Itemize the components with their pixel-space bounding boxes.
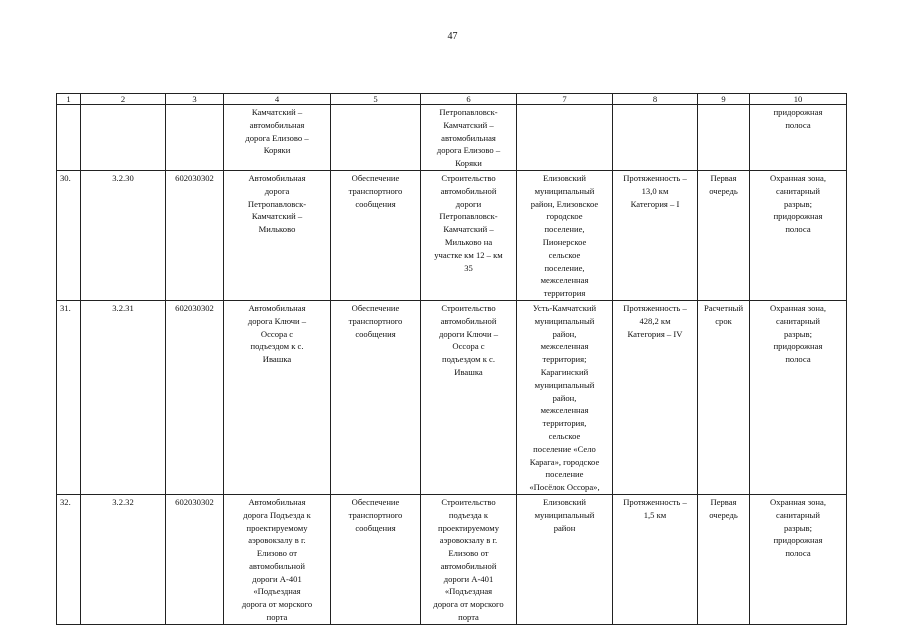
object-location: Елизовский муниципальный район, Елизовское городское поселение, Пионерское сельское поселение, межселенная территория — [517, 170, 613, 300]
column-header: 9 — [698, 94, 750, 105]
page-number: 47 — [447, 31, 458, 42]
object-name: Автомобильная дорога Ключи – Оссора с подъездом к с. Ивашка — [224, 300, 331, 494]
object-zone: Охранная зона, санитарный разрыв; придорожная полоса — [750, 300, 847, 494]
object-description: Петропавловск- Камчатский – автомобильная дорога Елизово – Коряки — [421, 105, 517, 171]
table-row — [57, 105, 847, 171]
column-header: 6 — [421, 94, 517, 105]
object-zone: придорожная полоса — [750, 105, 847, 171]
row-number: 31. — [57, 300, 81, 494]
object-characteristics: Протяженность – 13,0 км Категория – I — [613, 170, 698, 300]
object-characteristics — [613, 105, 698, 171]
row-id: 602030302 — [166, 170, 224, 300]
object-purpose: Обеспечение транспортного сообщения — [331, 494, 421, 624]
row-id: 602030302 — [166, 300, 224, 494]
object-location: Елизовский муниципальный район — [517, 494, 613, 624]
row-code — [81, 105, 166, 171]
object-deadline: Первая очередь — [698, 170, 750, 300]
row-id: 602030302 — [166, 494, 224, 624]
row-number: 32. — [57, 494, 81, 624]
row-number: 30. — [57, 170, 81, 300]
column-header: 5 — [331, 94, 421, 105]
object-location — [517, 105, 613, 171]
column-header: 2 — [81, 94, 166, 105]
object-deadline: Первая очередь — [698, 494, 750, 624]
object-characteristics: Протяженность – 428,2 км Категория – IV — [613, 300, 698, 494]
column-header: 7 — [517, 94, 613, 105]
object-location: Усть-Камчатский муниципальный район, межселенная территория; Карагинский муниципальный район, межселенная территория, сельское поселение «Село Карага», городское поселение «Посёлок Оссора», — [517, 300, 613, 494]
row-code: 3.2.30 — [81, 170, 166, 300]
row-code: 3.2.31 — [81, 300, 166, 494]
object-purpose — [331, 105, 421, 171]
object-characteristics: Протяженность – 1,5 км — [613, 494, 698, 624]
object-purpose: Обеспечение транспортного сообщения — [331, 170, 421, 300]
table-header-row — [57, 94, 847, 105]
object-zone: Охранная зона, санитарный разрыв; придорожная полоса — [750, 494, 847, 624]
row-number — [57, 105, 81, 171]
table-row — [57, 170, 847, 300]
object-description: Строительство автомобильной дороги Ключи – Оссора с подъездом к с. Ивашка — [421, 300, 517, 494]
table-row — [57, 300, 847, 494]
object-name: Камчатский – автомобильная дорога Елизово – Коряки — [224, 105, 331, 171]
object-deadline — [698, 105, 750, 171]
object-description: Строительство автомобильной дороги Петропавловск- Камчатский – Мильково на участке км 12 – км 35 — [421, 170, 517, 300]
object-description: Строительство подъезда к проектируемому аэровокзалу в г. Елизово от автомобильной дороги А-401 «Подъездная дорога от морского порта — [421, 494, 517, 624]
object-name: Автомобильная дорога Петропавловск- Камчатский – Мильково — [224, 170, 331, 300]
column-header: 3 — [166, 94, 224, 105]
column-header: 4 — [224, 94, 331, 105]
planning-table — [56, 93, 847, 625]
object-purpose: Обеспечение транспортного сообщения — [331, 300, 421, 494]
object-zone: Охранная зона, санитарный разрыв; придорожная полоса — [750, 170, 847, 300]
column-header: 10 — [750, 94, 847, 105]
column-header: 8 — [613, 94, 698, 105]
object-deadline: Расчетный срок — [698, 300, 750, 494]
row-code: 3.2.32 — [81, 494, 166, 624]
object-name: Автомобильная дорога Подъезда к проектируемому аэровокзалу в г. Елизово от автомобильной дороги А-401 «Подъездная дорога от морского порта — [224, 494, 331, 624]
column-header: 1 — [57, 94, 81, 105]
table-row — [57, 494, 847, 624]
row-id — [166, 105, 224, 171]
